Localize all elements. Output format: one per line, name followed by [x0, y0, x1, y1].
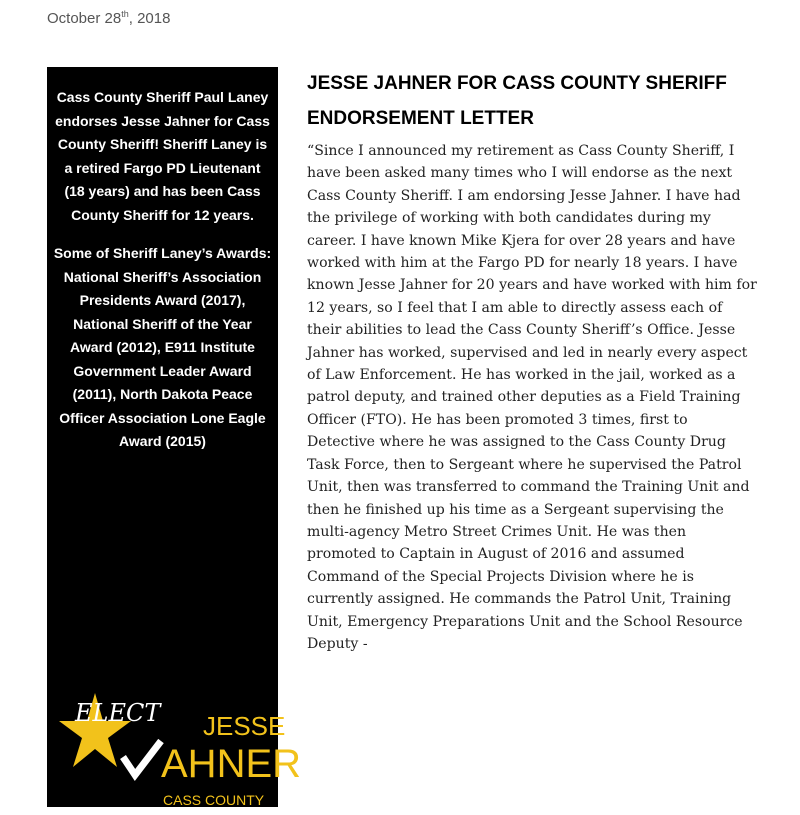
- sidebar-panel: [47, 67, 302, 808]
- logo-last-name: AHNER: [161, 742, 302, 786]
- logo-county-text: CASS COUNTY: [163, 792, 265, 808]
- campaign-logo-graphic: [65, 685, 302, 815]
- sidebar-endorsement-text: Cass County Sheriff Paul Laney endorses Jesse Jahner for Cass County Sheriff! Sheriff Laney is a retired Fargo PD Lieutenant (18 years) and has been Cass County Sheriff for 12 years.: [55, 89, 270, 223]
- date-month-day: October 28: [47, 10, 122, 27]
- post-date: [47, 9, 170, 27]
- logo-elect-text: ELECT: [75, 699, 161, 727]
- article-title: JESSE JAHNER FOR CASS COUNTY SHERIFF ENDORSEMENT LETTER: [307, 73, 727, 129]
- campaign-logo: [65, 685, 302, 815]
- article-body: “Since I announced my retirement as Cass County Sheriff, I have been asked many times who I will endorse as the next Cass County Sheriff. I am endorsing Jesse Jahner. I have had the privilege of working with both candidates during my career. I have known Mike Kjera for over 28 years and have worked with him at the Fargo PD for nearly 18 years. I have known Jesse Jahner for 20 years and have worked with him for 12 years, so I feel that I am able to directly assess each of their abilities to lead the Cass County Sheriff’s Office. Jesse Jahner has worked, supervised and led in nearly every aspect of Law Enforcement. He has worked in the jail, worked as a patrol deputy, and trained other deputies as a Field Training Officer (FTO). He has been promoted 3 times, first to Detective where he was assigned to the Cass County Drug Task Force, then to Sergeant where he supervised the Patrol Unit, then was transferred to command the Training Unit and then he finished up his time as a Sergeant supervising the multi-agency Metro Street Crimes Unit. He was then promoted to Captain in August of 2016 and assumed Command of the Special Projects Division where he is currently assigned. He commands the Patrol Unit, Training Unit, Emergency Preparations Unit and the School Resource Deputy -: [307, 143, 757, 652]
- checkmark-icon: [123, 741, 161, 775]
- logo-first-name: JESSE: [203, 711, 286, 741]
- date-year: , 2018: [128, 10, 171, 27]
- sidebar-awards-text: Some of Sheriff Laney’s Awards: National Sheriff’s Association Presidents Award (2017), National Sheriff of the Year Award (2012), E911 Institute Government Leader Award (2011), North Dakota Peace Officer Association Lone Eagle Award (2015): [53, 245, 272, 449]
- date-suffix: th: [121, 9, 129, 19]
